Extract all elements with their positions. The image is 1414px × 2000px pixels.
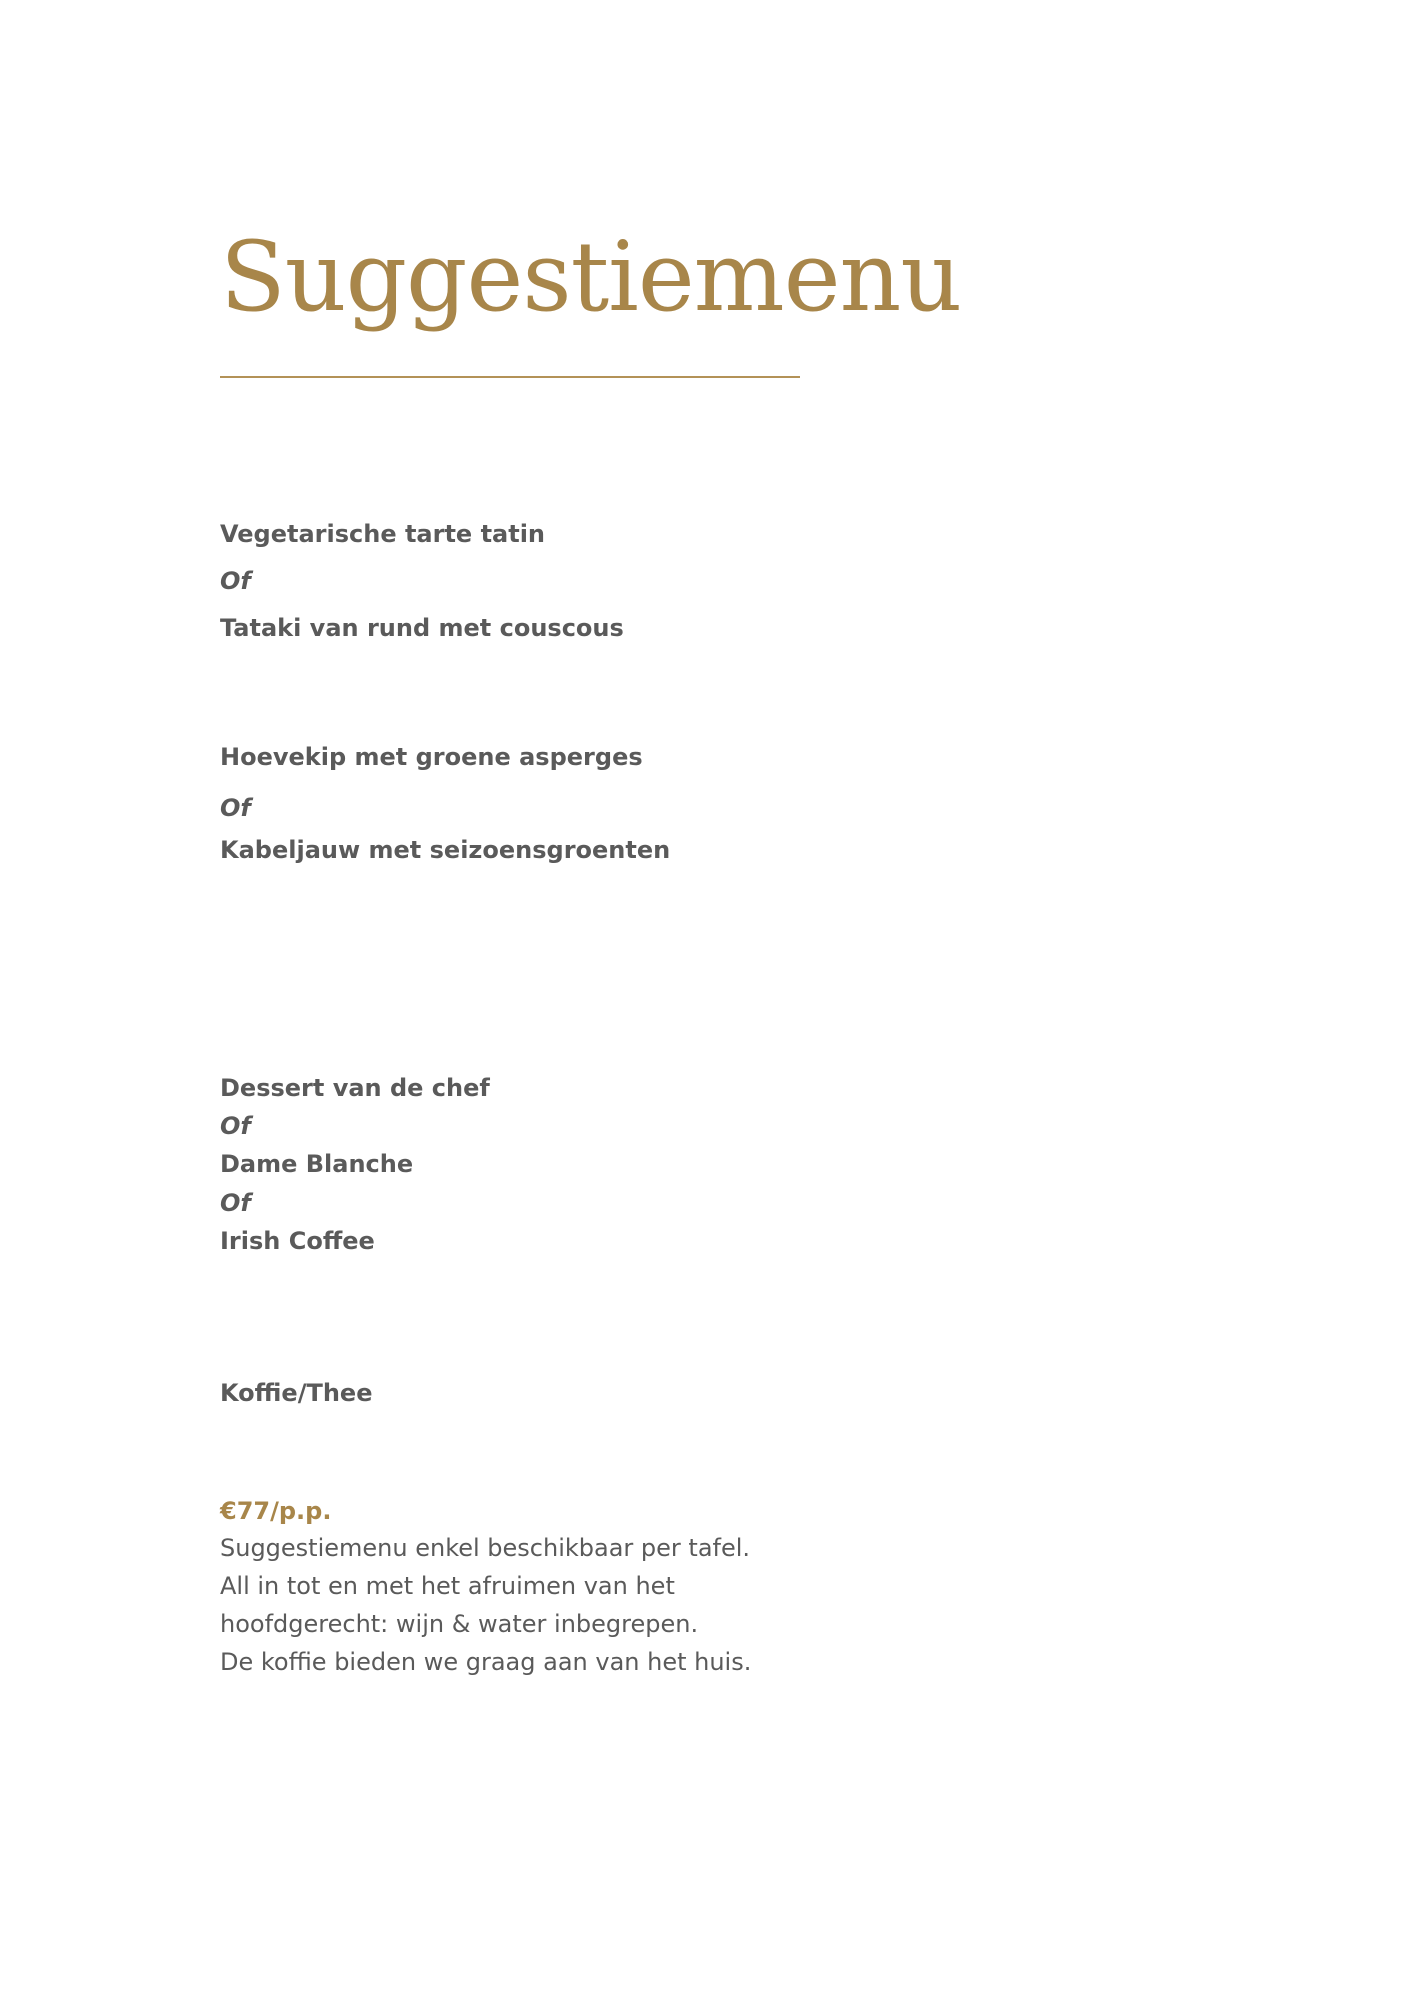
title-divider: [220, 376, 800, 378]
note-line: De koffie bieden we graag aan van het huis.: [220, 1648, 752, 1676]
price-label: €77/p.p.: [220, 1497, 332, 1525]
course2-option1: Hoevekip met groene asperges: [220, 743, 643, 771]
course1-or: Of: [220, 567, 251, 595]
note-line: All in tot en met het afruimen van het: [220, 1572, 675, 1600]
course3-option3: Irish Coffee: [220, 1227, 375, 1255]
course1-option2: Tataki van rund met couscous: [220, 614, 624, 642]
course1-option1: Vegetarische tarte tatin: [220, 520, 546, 548]
course3-option1: Dessert van de chef: [220, 1074, 490, 1102]
course2-or: Of: [220, 794, 251, 822]
course3-or1: Of: [220, 1112, 251, 1140]
note-line: hoofdgerecht: wijn & water inbegrepen.: [220, 1610, 699, 1638]
page-title: Suggestiemenu: [220, 221, 962, 333]
course3-or2: Of: [220, 1189, 251, 1217]
course4-option1: Koffie/Thee: [220, 1379, 373, 1407]
note-line: Suggestiemenu enkel beschikbaar per tafel.: [220, 1534, 751, 1562]
course2-option2: Kabeljauw met seizoensgroenten: [220, 836, 671, 864]
course3-option2: Dame Blanche: [220, 1150, 414, 1178]
